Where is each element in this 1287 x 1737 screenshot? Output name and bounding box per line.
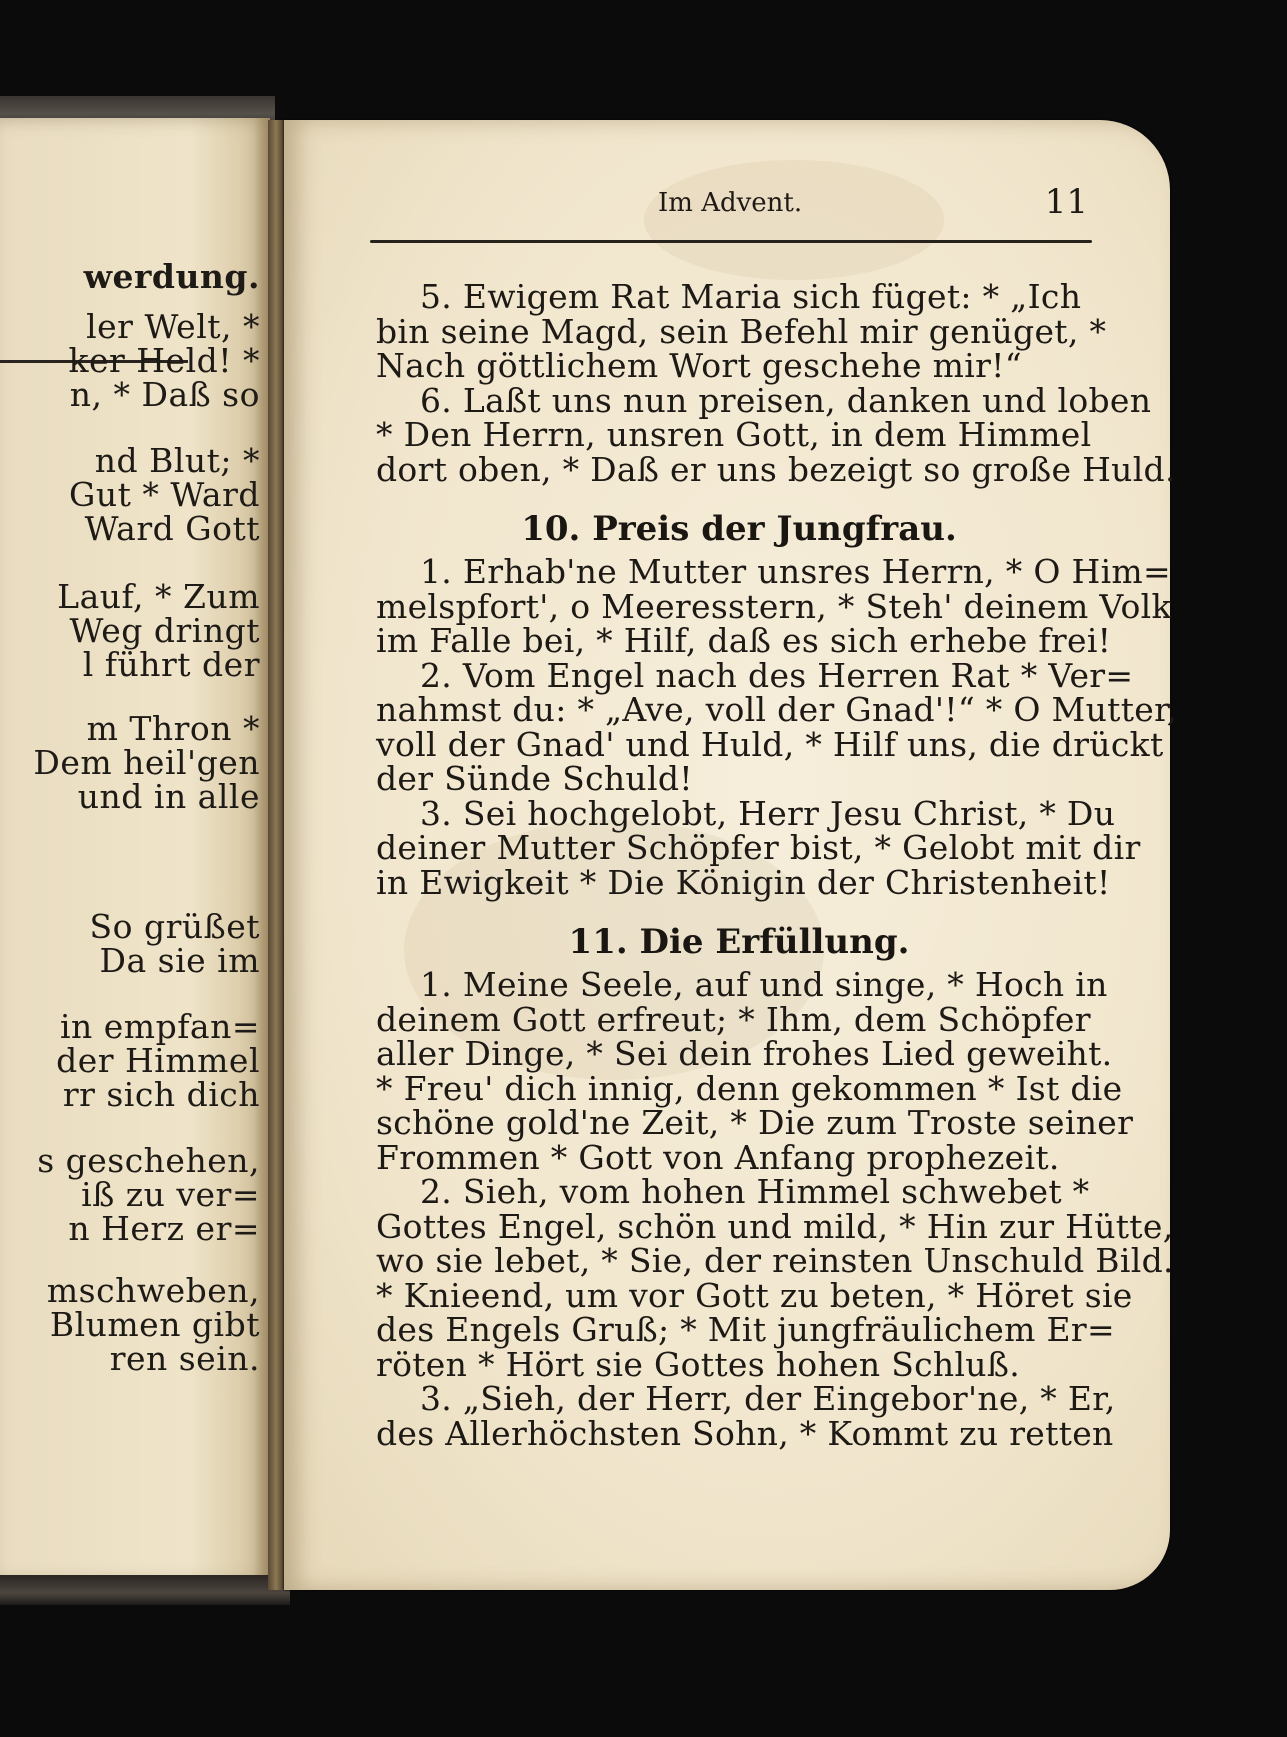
left-text-line: der Himmel [56, 1041, 260, 1080]
left-text-line: in empfan= [59, 1007, 260, 1046]
text-line: 5. Ewigem Rat Maria sich füget: * „Ich [420, 277, 1082, 316]
left-text-line: werdung. [83, 257, 260, 296]
left-text-line: und in alle [77, 777, 260, 816]
left-text-line: n Herz er= [68, 1209, 260, 1248]
text-line: röten * Hört sie Gottes hohen Schluß. [376, 1344, 1020, 1384]
text-line: 2. Sieh, vom hohen Himmel schwebet * [420, 1172, 1090, 1211]
left-text-line: Da sie im [99, 941, 260, 980]
text-line: im Falle bei, * Hilf, daß es sich erhebe frei! [376, 621, 1112, 660]
text-line: nahmst du: * „Ave, voll der Gnad'!“ * O Mutter, [376, 690, 1178, 729]
left-text-line: Dem heil'gen [33, 743, 260, 782]
text-line: melspfort', o Meeresstern, * Steh' deinem Volk [376, 586, 1172, 626]
text-line: wo sie lebet, * Sie, der reinsten Unschuld Bild. [376, 1241, 1174, 1280]
text-line: * Freu' dich innig, denn gekommen * Ist die [376, 1068, 1123, 1108]
left-page [0, 118, 270, 1583]
left-text-line: l führt der [82, 645, 260, 684]
text-line: 1. Meine Seele, auf und singe, * Hoch in [420, 965, 1108, 1004]
left-text-line: ren sein. [109, 1339, 260, 1378]
text-line: bin seine Magd, sein Befehl mir genüget, * [376, 311, 1107, 351]
left-text-line: ker Held! * [68, 341, 260, 380]
text-line: des Allerhöchsten Sohn, * Kommt zu retten [376, 1413, 1114, 1453]
hymn-heading: 10. Preis der Jungfrau. [521, 509, 957, 549]
text-line: 1. Erhab'ne Mutter unsres Herrn, * O Him= [420, 552, 1171, 591]
text-line: schöne gold'ne Zeit, * Die zum Troste seiner [376, 1103, 1134, 1142]
text-line: dort oben, * Daß er uns bezeigt so große Huld. [376, 449, 1176, 489]
text-line: voll der Gnad' und Huld, * Hilf uns, die drückt [376, 724, 1164, 764]
left-text-line: s geschehen, [37, 1141, 260, 1180]
left-text-line: Blumen gibt [49, 1305, 260, 1344]
left-text-line: Ward Gott [84, 509, 260, 548]
text-line: * Den Herrn, unsren Gott, in dem Himmel [376, 415, 1092, 454]
left-text-line: mschweben, [46, 1271, 260, 1310]
left-text-line: n, * Daß so [69, 375, 260, 414]
left-text-line: iß zu ver= [81, 1175, 260, 1214]
left-text-line: rr sich dich [62, 1075, 260, 1114]
text-line: Gottes Engel, schön und mild, * Hin zur Hütte, [376, 1206, 1174, 1246]
header-rule [370, 240, 1092, 243]
left-text-line: m Thron * [86, 709, 260, 748]
text-line: deiner Mutter Schöpfer bist, * Gelobt mit dir [376, 828, 1141, 867]
text-line: Nach göttlichem Wort geschehe mir!“ [376, 346, 1022, 385]
left-text-line: ler Welt, * [86, 307, 260, 346]
text-line: des Engels Gruß; * Mit jungfräulichem Er= [376, 1310, 1115, 1349]
text-line: der Sünde Schuld! [376, 759, 693, 798]
hymn-heading: 11. Die Erfüllung. [568, 922, 910, 962]
page-number: 11 [1044, 182, 1088, 222]
left-text-line: nd Blut; * [94, 441, 260, 480]
left-text-line: So grüßet [89, 907, 260, 946]
text-line: in Ewigkeit * Die Königin der Christenheit! [376, 862, 1111, 902]
left-cover-bottom-edge [0, 1575, 290, 1605]
text-line: Frommen * Gott von Anfang prophezeit. [376, 1137, 1060, 1177]
text-line: 3. Sei hochgelobt, Herr Jesu Christ, * Du [420, 793, 1116, 833]
left-text-line: Gut * Ward [69, 475, 260, 514]
text-line: aller Dinge, * Sei dein frohes Lied geweiht. [376, 1034, 1113, 1073]
text-line: 6. Laßt uns nun preisen, danken und loben [420, 380, 1152, 420]
left-text-line: Lauf, * Zum [57, 577, 260, 616]
text-line: * Knieend, um vor Gott zu beten, * Höret sie [376, 1275, 1133, 1315]
page-header [368, 182, 1088, 228]
text-line: deinem Gott erfreut; * Ihm, dem Schöpfer [376, 999, 1091, 1039]
running-head: Im Advent. [658, 188, 803, 218]
text-line: 2. Vom Engel nach des Herren Rat * Ver= [420, 655, 1134, 695]
text-line: 3. „Sieh, der Herr, der Eingebor'ne, * Er, [420, 1379, 1116, 1418]
left-text-line: Weg dringt [69, 611, 260, 650]
